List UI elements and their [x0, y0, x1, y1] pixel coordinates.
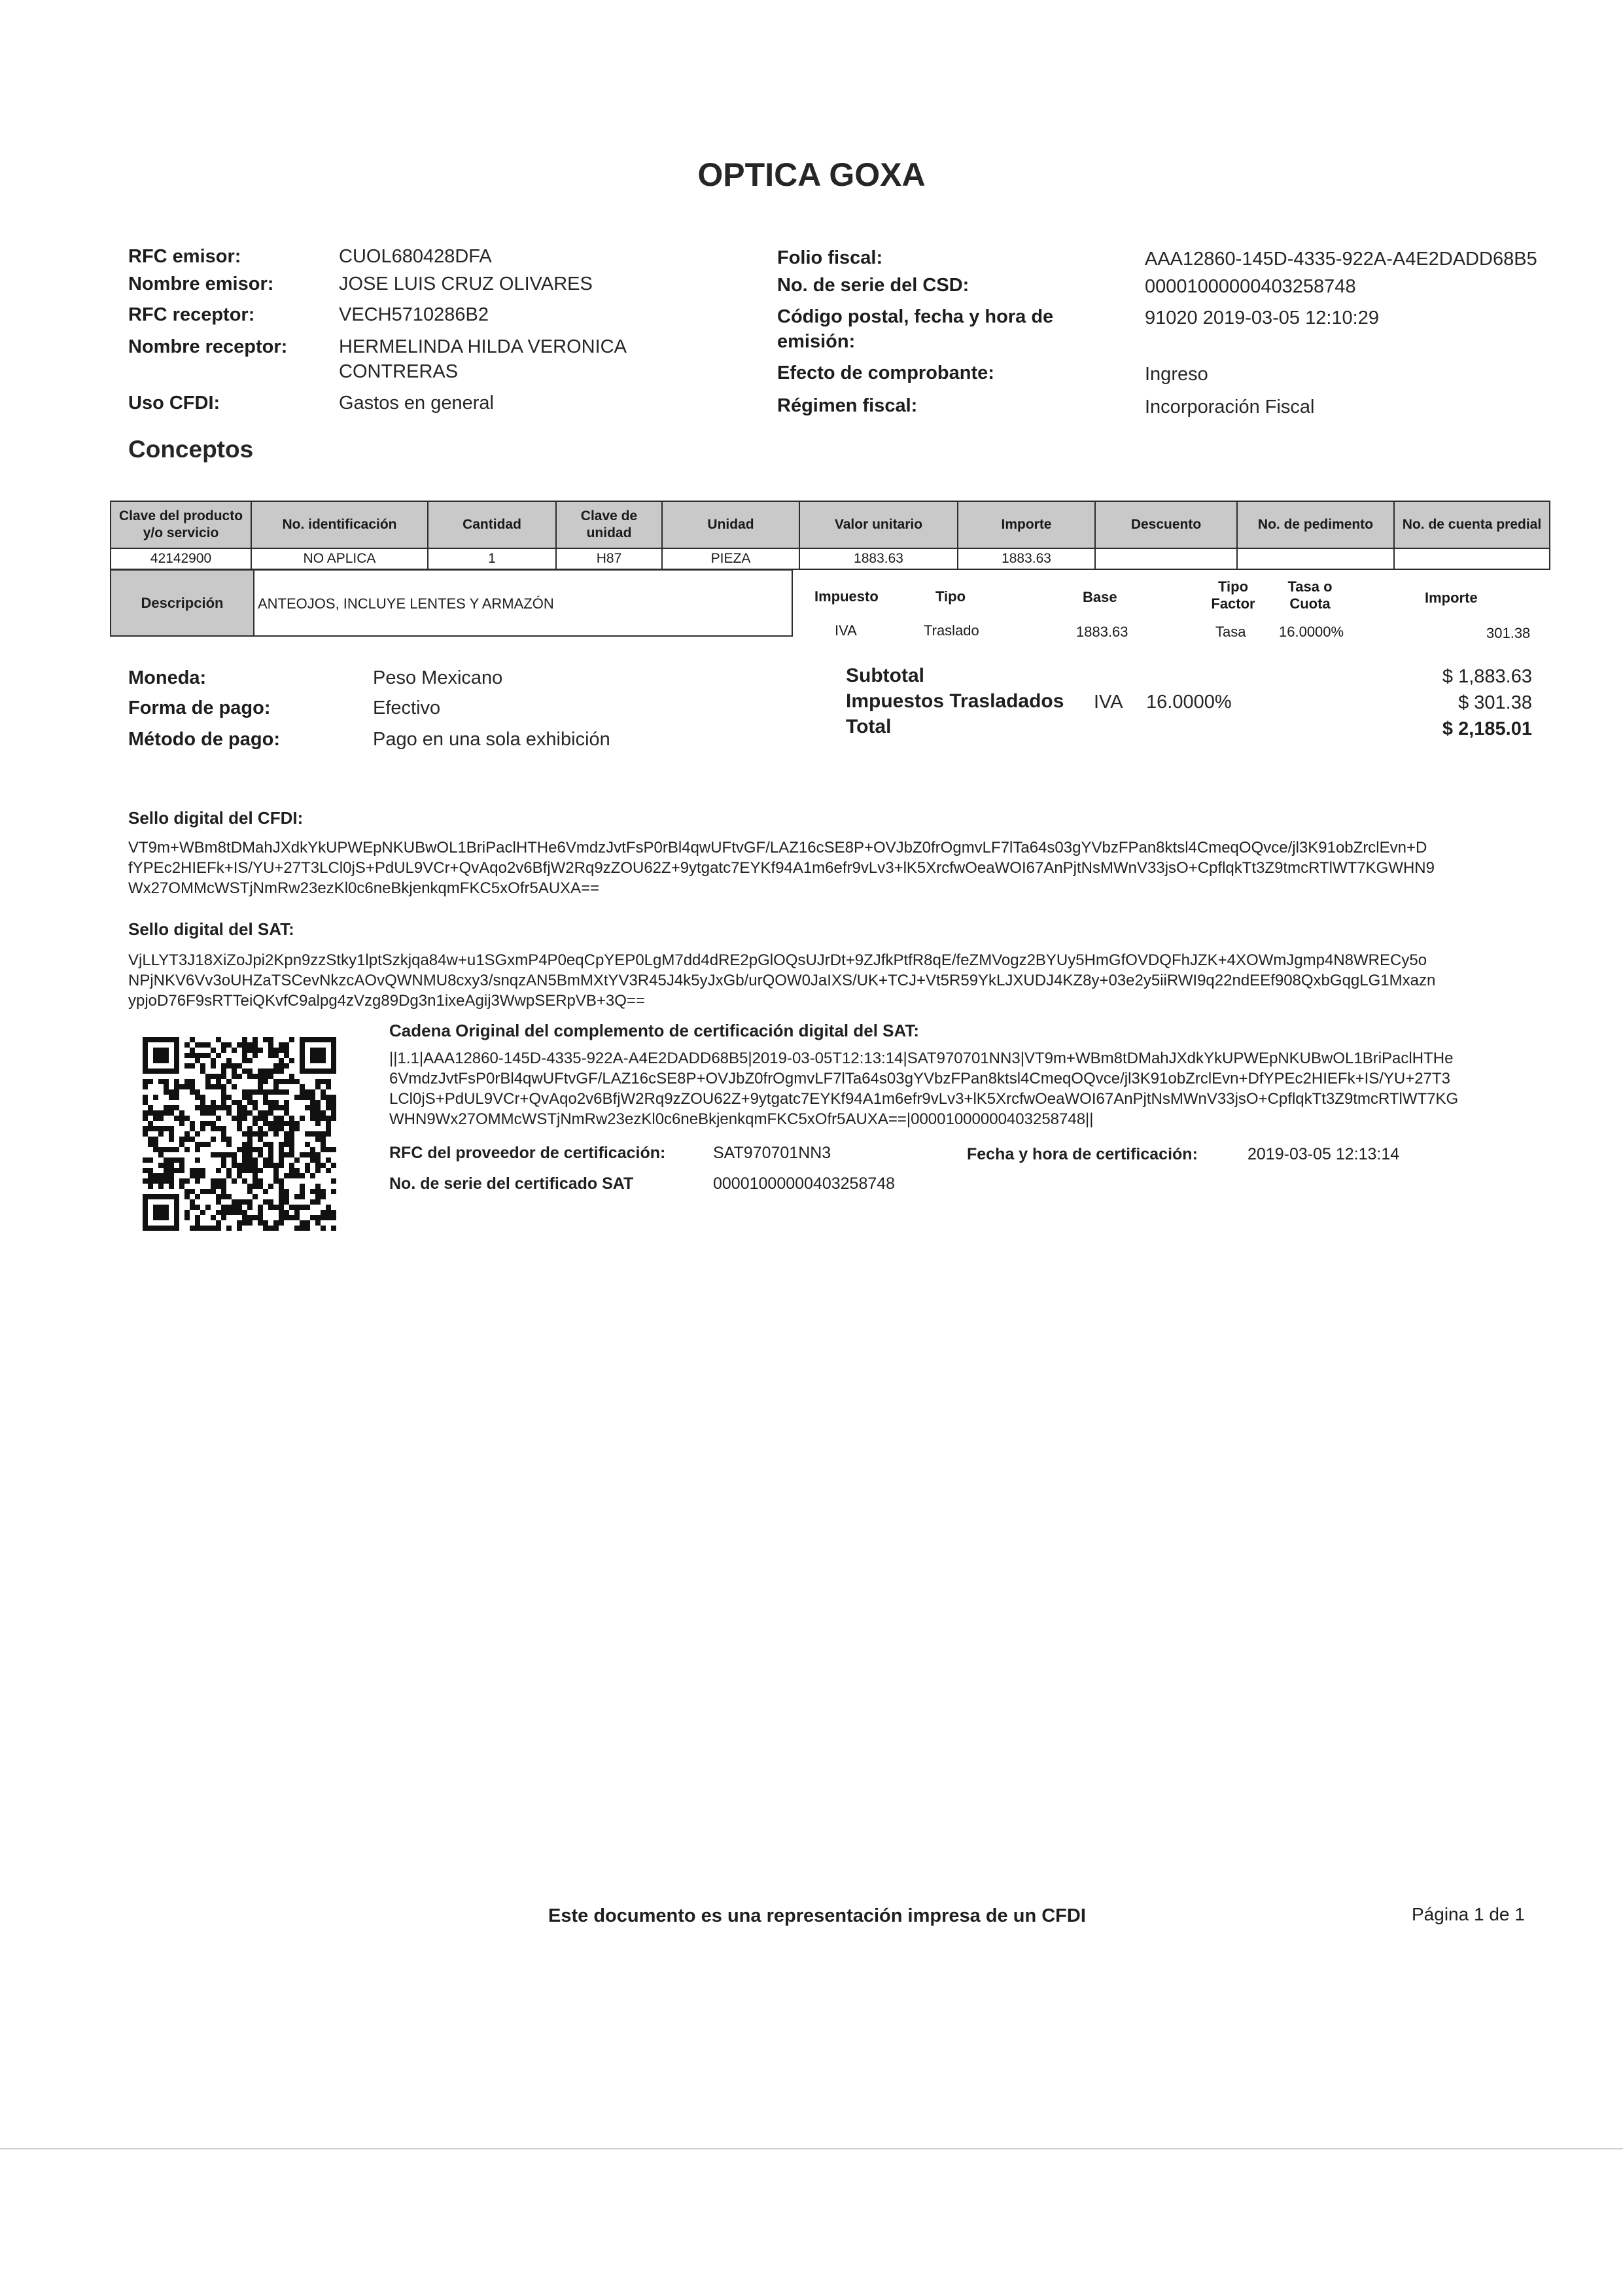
- serie-certificado-label: No. de serie del certificado SAT: [389, 1174, 634, 1193]
- sello-cfdi-line: fYPEc2HIEFk+IS/YU+27T3LCl0jS+PdUL9VCr+QvAqo2v6BfjW2Rq9zZOU62Z+9ytgatc7EYKf94A1m6efr9vLv3+lK5XrcfwOeaWOI67AnPjtNsMWnV33jsO+CpflqkTt3Z9tmcRTlWT7KGWHN9: [128, 859, 1435, 877]
- tax-header-tipo-factor-line2: Factor: [1211, 595, 1255, 612]
- sello-cfdi-line: Wx27OMMcWSTjNmRw23ezKl0c6neBkjenkqmFKC5xOfr5AUXA==: [128, 879, 600, 897]
- rfc-receptor-value: VECH5710286B2: [339, 304, 489, 325]
- col-no-pedimento: No. de pedimento: [1237, 501, 1394, 548]
- col-clave-producto: Clave del producto y/o servicio: [111, 501, 251, 548]
- fecha-certificacion-value: 2019-03-05 12:13:14: [1248, 1145, 1400, 1163]
- codigo-postal-label: Código postal, fecha y hora de: [777, 306, 1054, 327]
- cell-valor-unitario: 1883.63: [799, 548, 958, 569]
- tax-header-tasa-cuota-line2: Cuota: [1289, 595, 1331, 612]
- serie-csd-value: 00001000000403258748: [1145, 276, 1356, 297]
- scan-edge-line: [0, 2148, 1623, 2149]
- total-label: Total: [846, 716, 892, 737]
- descripcion-box: [110, 569, 793, 637]
- tax-header-tipo-factor-line1: Tipo: [1217, 578, 1249, 595]
- total-value: $ 2,185.01: [1442, 718, 1532, 739]
- page-number: Página 1 de 1: [1412, 1904, 1525, 1924]
- conceptos-table: [110, 501, 1550, 570]
- rfc-emisor-value: CUOL680428DFA: [339, 246, 492, 267]
- cell-cantidad: 1: [428, 548, 556, 569]
- metodo-pago-label: Método de pago:: [128, 729, 280, 750]
- moneda-label: Moneda:: [128, 667, 207, 688]
- cadena-line: ||1.1|AAA12860-145D-4335-922A-A4E2DADD68B5|2019-03-05T12:13:14|SAT970701NN3|VT9m+WBm8tDMahJXdkYkUPWEpNKUBwOL1BriPaclHTHe: [389, 1050, 1454, 1067]
- cell-no-pedimento: [1237, 548, 1394, 569]
- uso-cfdi-value: Gastos en general: [339, 393, 494, 414]
- sello-sat-label: Sello digital del SAT:: [128, 919, 294, 939]
- tax-header-tasa-cuota: [1279, 578, 1341, 612]
- cell-descuento: [1095, 548, 1237, 569]
- tax-header-tipo-factor: [1207, 578, 1259, 612]
- sello-sat-line: VjLLYT3J18XiZoJpi2Kpn9zzStky1lptSzkjqa84w+u1SGxmP4P0eqCpYEP0LgM7dd4dRE2pGlOQsUJrDt+9ZJfkPtfR8qE/feZMVogz2BYUy5HmGfOVDQFhJZK+4XOWmJgmp4N8WRECy5o: [128, 951, 1427, 969]
- col-no-identificacion: No. identificación: [251, 501, 428, 548]
- serie-csd-label: No. de serie del CSD:: [777, 275, 969, 296]
- table-row: [111, 548, 1550, 569]
- uso-cfdi-label: Uso CFDI:: [128, 393, 220, 414]
- tax-tasa-cuota: 16.0000%: [1279, 624, 1344, 640]
- nombre-emisor-label: Nombre emisor:: [128, 274, 274, 294]
- cadena-line: WHN9Wx27OMMcWSTjNmRw23ezKl0c6neBkjenkqmFKC5xOfr5AUXA==|00001000000403258748||: [389, 1110, 1094, 1128]
- efecto-comprobante-label: Efecto de comprobante:: [777, 362, 994, 383]
- cadena-line: 6VmdzJvtFsP0rBl4qwUFtvGF/LAZ16cSE8P+OVJbZ0frOgmvLF7lTa64s03gYVbzFPan8ktsl4CmeqOQvce/jl3K91obZrclEvn+DfYPEc2HIEFk+IS/YU+27T3: [389, 1070, 1450, 1087]
- cell-clave-unidad: H87: [556, 548, 662, 569]
- nombre-receptor-value: HERMELINDA HILDA VERONICA: [339, 336, 627, 357]
- serie-certificado-value: 00001000000403258748: [713, 1174, 896, 1193]
- descripcion-value: ANTEOJOS, INCLUYE LENTES Y ARMAZÓN: [258, 595, 554, 612]
- tax-tipo-factor: Tasa: [1215, 624, 1246, 640]
- subtotal-value: $ 1,883.63: [1442, 666, 1532, 687]
- tax-base: 1883.63: [1076, 624, 1128, 640]
- nombre-receptor-value-line2: CONTRERAS: [339, 361, 459, 382]
- sello-sat-text: [128, 950, 1561, 1011]
- codigo-postal-label-line2: emisión:: [777, 331, 856, 352]
- subtotal-label: Subtotal: [846, 665, 924, 686]
- metodo-pago-value: Pago en una sola exhibición: [373, 729, 610, 750]
- conceptos-heading: Conceptos: [128, 436, 254, 463]
- tax-header-importe: Importe: [1425, 590, 1478, 606]
- descripcion-label: Descripción: [111, 571, 254, 635]
- fecha-certificacion-label: Fecha y hora de certificación:: [967, 1145, 1198, 1163]
- folio-fiscal-value: AAA12860-145D-4335-922A-A4E2DADD68B5: [1145, 249, 1537, 270]
- tax-header-impuesto: Impuesto: [814, 588, 879, 605]
- col-clave-unidad: Clave de unidad: [556, 501, 662, 548]
- moneda-value: Peso Mexicano: [373, 667, 503, 688]
- folio-fiscal-label: Folio fiscal:: [777, 247, 883, 268]
- rfc-emisor-label: RFC emisor:: [128, 246, 241, 267]
- codigo-postal-value: 91020 2019-03-05 12:10:29: [1145, 308, 1379, 328]
- sello-sat-line: ypjoD76F9sRTTeiQKvfC9alpg4zVzg89Dg3n1ixeAgij3WwpSERpVB+3Q==: [128, 992, 645, 1010]
- rfc-receptor-label: RFC receptor:: [128, 304, 255, 325]
- col-cantidad: Cantidad: [428, 501, 556, 548]
- tax-header-tasa-cuota-line1: Tasa o: [1287, 578, 1333, 595]
- nombre-receptor-label: Nombre receptor:: [128, 336, 288, 357]
- cell-no-cuenta-predial: [1394, 548, 1550, 569]
- sello-cfdi-line: VT9m+WBm8tDMahJXdkYkUPWEpNKUBwOL1BriPaclHTHe6VmdzJvtFsP0rBl4qwUFtvGF/LAZ16cSE8P+OVJbZ0frOgmvLF7lTa64s03gYVbzFPan8ktsl4CmeqOQvce/jl3K91obZrclEvn+D: [128, 839, 1427, 857]
- sello-cfdi-label: Sello digital del CFDI:: [128, 808, 304, 828]
- nombre-emisor-value: JOSE LUIS CRUZ OLIVARES: [339, 274, 593, 294]
- tax-tipo: Traslado: [924, 622, 979, 639]
- regimen-fiscal-value: Incorporación Fiscal: [1145, 397, 1315, 417]
- tax-header-tipo: Tipo: [935, 588, 966, 605]
- impuestos-rate: 16.0000%: [1146, 692, 1232, 713]
- cell-no-identificacion: NO APLICA: [251, 548, 428, 569]
- col-descuento: Descuento: [1095, 501, 1237, 548]
- document-title: OPTICA GOXA: [697, 156, 926, 193]
- qr-code-icon: [143, 1037, 336, 1231]
- cadena-original-text: [389, 1048, 1563, 1129]
- tax-header-base: Base: [1083, 589, 1117, 605]
- tax-importe: 301.38: [1486, 625, 1531, 641]
- forma-pago-value: Efectivo: [373, 698, 441, 718]
- col-valor-unitario: Valor unitario: [799, 501, 958, 548]
- regimen-fiscal-label: Régimen fiscal:: [777, 395, 918, 416]
- impuestos-trasladados-label: Impuestos Trasladados: [846, 690, 1064, 712]
- efecto-comprobante-value: Ingreso: [1145, 364, 1208, 385]
- col-no-cuenta-predial: No. de cuenta predial: [1394, 501, 1550, 548]
- rfc-proveedor-value: SAT970701NN3: [713, 1144, 831, 1162]
- cadena-line: LCl0jS+PdUL9VCr+QvAqo2v6BfjW2Rq9zZOU62Z+9ytgatc7EYKf94A1m6efr9vLv3+lK5XrcfwOeaWOI67AnPjtNsMWnV33jsO+CpflqkTt3Z9tmcRTlWT7KG: [389, 1090, 1459, 1108]
- cadena-original-label: Cadena Original del complemento de certificación digital del SAT:: [389, 1021, 920, 1040]
- col-unidad: Unidad: [662, 501, 799, 548]
- impuestos-tax: IVA: [1094, 692, 1123, 713]
- sello-sat-line: NPjNKV6Vv3oUHZaTSCevNkzcAOvQWNMU8cxy3/snqzAN5BmMXtYV3R45J4k5yJxGb/urQOW0JaIXS/UK+TCJ+Vt5R59YkLJXUDJ4KZ8y+03e2y5iiRWI9q22ndEEf908QxbGqgLG1Mxazn: [128, 972, 1436, 989]
- cell-clave-producto: 42142900: [111, 548, 251, 569]
- impuestos-trasladados-value: $ 301.38: [1458, 692, 1532, 713]
- footer-note: Este documento es una representación impresa de un CFDI: [548, 1905, 1086, 1926]
- forma-pago-label: Forma de pago:: [128, 698, 271, 718]
- tax-impuesto: IVA: [835, 622, 857, 639]
- cell-importe: 1883.63: [958, 548, 1095, 569]
- col-importe: Importe: [958, 501, 1095, 548]
- cell-unidad: PIEZA: [662, 548, 799, 569]
- table-header-row: [111, 501, 1550, 548]
- rfc-proveedor-label: RFC del proveedor de certificación:: [389, 1144, 666, 1162]
- sello-cfdi-text: [128, 838, 1561, 898]
